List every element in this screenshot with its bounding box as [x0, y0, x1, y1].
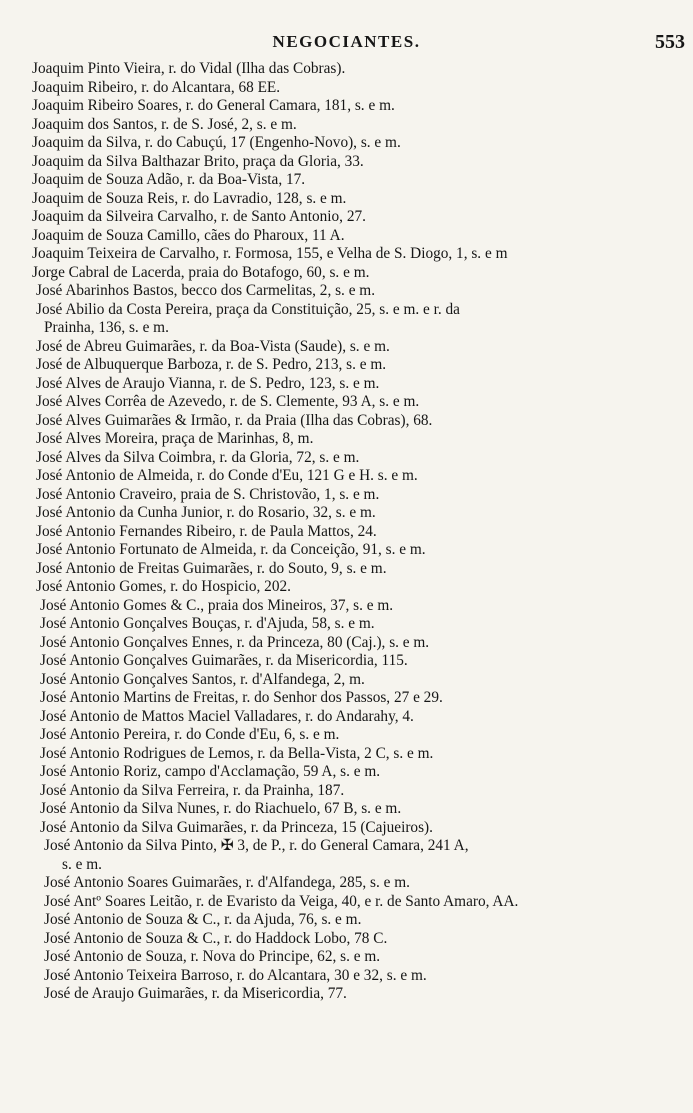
list-item: Joaquim Pinto Vieira, r. do Vidal (Ilha das Cobras).: [32, 60, 346, 77]
page-number: 553: [655, 31, 685, 53]
list-item: José Antonio Fortunato de Almeida, r. da Conceição, 91, s. e m.: [36, 541, 426, 558]
list-item: José Antonio Gonçalves Santos, r. d'Alfandega, 2, m.: [40, 670, 365, 688]
list-item: Joaquim de Souza Camillo, cães do Pharoux, 11 A.: [32, 226, 345, 244]
list-item: José de Abreu Guimarães, r. da Boa-Vista (Saude), s. e m.: [36, 337, 390, 355]
list-item: Joaquim Ribeiro, r. do Alcantara, 68 EE.: [32, 78, 281, 96]
list-item: José Antonio Gomes & C., praia dos Mineiros, 37, s. e m.: [40, 596, 394, 614]
list-item: José Antonio da Cunha Junior, r. do Rosario, 32, s. e m.: [36, 504, 376, 521]
list-item: Joaquim de Souza Adão, r. da Boa-Vista, 17.: [32, 171, 306, 188]
page-title: NEGOCIANTES.: [272, 32, 421, 51]
list-item: José Alves de Araujo Vianna, r. de S. Pedro, 123, s. e m.: [36, 374, 380, 392]
list-item: Joaquim de Souza Reis, r. do Lavradio, 128, s. e m.: [32, 189, 347, 207]
list-item: José Antonio de Mattos Maciel Valladares, r. do Andarahy, 4.: [40, 707, 414, 725]
list-item: José Antonio Teixeira Barroso, r. do Alcantara, 30 e 32, s. e m.: [44, 966, 427, 984]
list-item: José de Albuquerque Barboza, r. de S. Pedro, 213, s. e m.: [36, 356, 387, 373]
list-item: José Antonio de Souza & C., r. da Ajuda, 76, s. e m.: [44, 911, 362, 928]
list-item: José Antonio Martins de Freitas, r. do Senhor dos Passos, 27 e 29.: [40, 689, 443, 706]
list-item: José Antonio Soares Guimarães, r. d'Alfandega, 285, s. e m.: [44, 874, 410, 891]
list-item: José Antonio Gomes, r. do Hospicio, 202.: [36, 578, 291, 595]
list-item: Joaquim da Silveira Carvalho, r. de Santo Antonio, 27.: [32, 208, 366, 225]
list-item: José Antonio de Souza, r. Nova do Principe, 62, s. e m.: [44, 948, 381, 965]
list-item: José Antonio Gonçalves Guimarães, r. da Misericordia, 115.: [40, 652, 408, 669]
list-item: Joaquim Ribeiro Soares, r. do General Camara, 181, s. e m.: [32, 97, 395, 114]
list-item-continuation: s. e m.: [62, 855, 102, 873]
list-item: José Abilio da Costa Pereira, praça da Constituição, 25, s. e m. e r. da: [36, 300, 460, 318]
list-item: José de Araujo Guimarães, r. da Misericordia, 77.: [44, 985, 347, 1002]
list-item: José Antonio da Silva Pinto, ✠ 3, de P., r. do General Camara, 241 A,: [44, 837, 469, 854]
list-item: José Antonio da Silva Ferreira, r. da Prainha, 187.: [40, 781, 345, 799]
list-item: José Antonio da Silva Guimarães, r. da Princeza, 15 (Cajueiros).: [40, 818, 433, 836]
list-item: Jorge Cabral de Lacerda, praia do Botafogo, 60, s. e m.: [32, 263, 370, 281]
list-item: José Antonio Rodrigues de Lemos, r. da Bella-Vista, 2 C, s. e m.: [40, 744, 434, 762]
list-item: José Alves da Silva Coimbra, r. da Gloria, 72, s. e m.: [36, 448, 360, 466]
list-item: José Antonio Fernandes Ribeiro, r. de Paula Mattos, 24.: [36, 522, 377, 540]
list-item: José Antonio da Silva Nunes, r. do Riachuelo, 67 B, s. e m.: [40, 800, 402, 817]
list-item: José Antº Soares Leitão, r. de Evaristo da Veiga, 40, e r. de Santo Amaro, AA.: [44, 892, 519, 910]
list-item: José Antonio de Almeida, r. do Conde d'Eu, 121 G e H. s. e m.: [36, 467, 418, 484]
page-header: [0, 32, 693, 54]
list-item: José Antonio Gonçalves Bouças, r. d'Ajuda, 58, s. e m.: [40, 615, 375, 632]
list-item: José Abarinhos Bastos, becco dos Carmelitas, 2, s. e m.: [36, 282, 376, 299]
list-item: José Antonio Craveiro, praia de S. Christovão, 1, s. e m.: [36, 485, 380, 503]
list-item: José Antonio de Souza & C., r. do Haddock Lobo, 78 C.: [44, 929, 388, 947]
list-item: José Alves Corrêa de Azevedo, r. de S. Clemente, 93 A, s. e m.: [36, 393, 420, 410]
list-item: Joaquim Teixeira de Carvalho, r. Formosa, 155, e Velha de S. Diogo, 1, s. e m: [32, 245, 508, 262]
list-item: Joaquim dos Santos, r. de S. José, 2, s. e m.: [32, 115, 297, 133]
list-item: José Antonio de Freitas Guimarães, r. do Souto, 9, s. e m.: [36, 559, 387, 577]
list-item: José Antonio Roriz, campo d'Acclamação, 59 A, s. e m.: [40, 763, 381, 780]
list-item: José Alves Guimarães & Irmão, r. da Praia (Ilha das Cobras), 68.: [36, 411, 433, 429]
directory-list: [32, 60, 672, 1004]
list-item: Joaquim da Silva Balthazar Brito, praça da Gloria, 33.: [32, 152, 364, 170]
list-item: Joaquim da Silva, r. do Cabuçú, 17 (Engenho-Novo), s. e m.: [32, 134, 401, 151]
list-item: José Antonio Gonçalves Ennes, r. da Princeza, 80 (Caj.), s. e m.: [40, 633, 430, 651]
list-item-continuation: Prainha, 136, s. e m.: [44, 319, 169, 336]
list-item: José Alves Moreira, praça de Marinhas, 8, m.: [36, 430, 314, 447]
list-item: José Antonio Pereira, r. do Conde d'Eu, 6, s. e m.: [40, 726, 340, 743]
